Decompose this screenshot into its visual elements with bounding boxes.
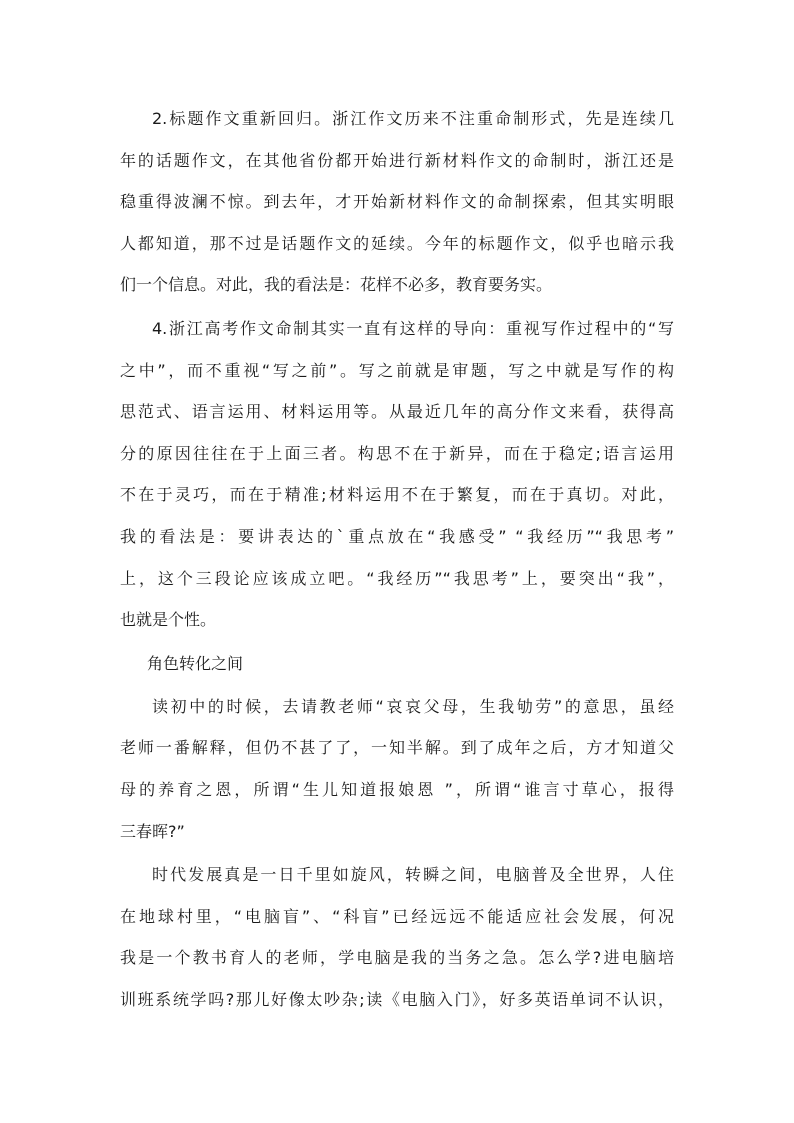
paragraph-line: 我是一个教书育人的老师，学电脑是我的当务之急。怎么学?进电脑培 [120,948,674,968]
paragraph-line: 之中”，而不重视“写之前”。写之前就是审题，写之中就是写作的构 [120,360,674,380]
paragraph-1 [120,98,674,306]
paragraph-line: 4.浙江高考作文命制其实一直有这样的导向：重视写作过程中的“写 [152,318,674,338]
paragraph-line: 也就是个性。 [120,610,217,630]
paragraph-line: 人都知道，那不过是话题作文的延续。今年的标题作文，似乎也暗示我 [120,233,674,253]
paragraph-4 [120,854,674,1020]
paragraph-2 [120,308,674,641]
paragraph-3 [120,686,674,852]
paragraph-line: 思范式、语言运用、材料运用等。从最近几年的高分作文来看，获得高 [120,402,674,422]
document-page [120,98,674,1020]
paragraph-line: 2.标题作文重新回归。浙江作文历来不注重命制形式，先是连续几 [152,109,674,128]
paragraph-line: 三春晖?” [120,821,185,841]
paragraph-line: 训班系统学吗?那儿好像太吵杂;读《电脑入门》，好多英语单词不认识， [120,989,674,1009]
paragraph-line: 稳重得波澜不惊。到去年，才开始新材料作文的命制探索，但其实明眼 [120,192,674,212]
paragraph-line: 们一个信息。对此，我的看法是：花样不必多，教育要务实。 [120,275,553,295]
paragraph-line: 上，这个三段论应该成立吧。“我经历”“我思考”上，要突出“我”， [120,568,674,588]
paragraph-line: 在地球村里，“电脑盲”、“科盲”已经远远不能适应社会发展，何况 [120,906,674,926]
paragraph-line: 不在于灵巧，而在于精准;材料运用不在于繁复，而在于真切。对此， [120,485,674,505]
paragraph-line: 年的话题作文，在其他省份都开始进行新材料作文的命制时，浙江还是 [120,150,674,170]
paragraph-line: 分的原因往往在于上面三者。构思不在于新异，而在于稳定;语言运用 [120,443,674,463]
paragraph-line: 老师一番解释，但仍不甚了了，一知半解。到了成年之后，方才知道父 [120,738,674,758]
section-heading: 角色转化之间 [147,653,244,673]
paragraph-line: 母的养育之恩，所谓“生儿知道报娘恩 ”，所谓“谁言寸草心，报得 [120,779,674,799]
paragraph-line: 读初中的时候，去请教老师“哀哀父母，生我劬劳”的意思，虽经 [152,696,674,716]
paragraph-line: 时代发展真是一日千里如旋风，转瞬之间，电脑普及全世界，人住 [152,865,674,885]
paragraph-line: 我的看法是：要讲表达的`重点放在“我感受” “我经历”“我思考” [120,526,674,546]
